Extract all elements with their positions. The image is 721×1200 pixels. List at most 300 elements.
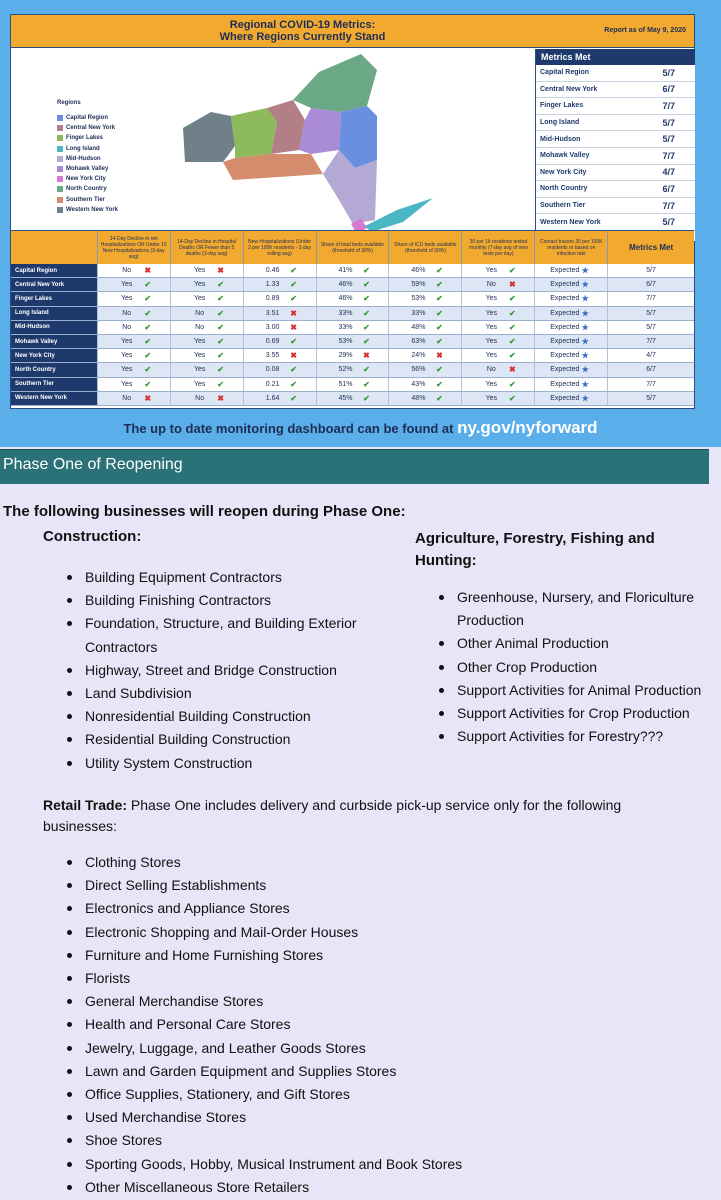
- row-metrics-met: 5/7: [607, 307, 694, 320]
- metric-cell-value: Yes: [485, 380, 498, 388]
- row-region-label: Long Island: [11, 307, 97, 320]
- check-icon: ✔: [217, 294, 224, 304]
- metrics-met-title: Metrics Met: [536, 49, 695, 65]
- list-item: Land Subdivision: [43, 682, 373, 705]
- legend-swatch-icon: [57, 207, 63, 213]
- legend-item-central-new-york: [57, 123, 118, 133]
- metrics-met-row-capital-region: [536, 65, 695, 82]
- star-icon: ★: [581, 280, 589, 290]
- metrics-met-row-mid-hudson: [536, 131, 695, 148]
- legend-item-long-island: [57, 144, 118, 154]
- metric-cell: [243, 264, 316, 277]
- retail-intro: [43, 795, 683, 851]
- infographic-title-bar: [11, 15, 694, 48]
- metric-cell-value: Yes: [193, 338, 206, 346]
- column-header: 14-Day Decline in net Hospitalizations OR Under 15 New Hospitalizations (3-day avg): [97, 231, 170, 264]
- check-icon: ✔: [363, 308, 370, 318]
- list-item: Support Activities for Forestry???: [415, 725, 715, 748]
- check-icon: ✔: [217, 379, 224, 389]
- list-item: Utility System Construction: [43, 752, 373, 775]
- metrics-met-value: 7/7: [662, 150, 675, 161]
- check-icon: ✔: [290, 337, 297, 347]
- metric-cell-value: 46%: [411, 267, 426, 275]
- legend-swatch-icon: [57, 135, 63, 141]
- table-row-capital-region: [11, 264, 694, 278]
- metric-cell-value: 41%: [338, 267, 353, 275]
- check-icon: ✔: [436, 308, 443, 318]
- metric-cell: [461, 321, 534, 334]
- check-icon: ✔: [217, 308, 224, 318]
- metric-cell: [170, 307, 243, 320]
- metrics-met-value: 5/7: [662, 217, 675, 228]
- metric-cell-value: Yes: [193, 366, 206, 374]
- covid-metrics-infographic: [0, 0, 721, 447]
- metric-cell: [461, 292, 534, 305]
- metric-cell-value: Yes: [121, 295, 133, 303]
- list-item: Sporting Goods, Hobby, Musical Instrument and Book Stores: [43, 1153, 683, 1176]
- metric-cell: [97, 307, 170, 320]
- metric-cell-value: Yes: [193, 267, 206, 275]
- check-icon: ✔: [290, 393, 297, 403]
- metrics-met-row-new-york-city: [536, 165, 695, 182]
- legend-label: Central New York: [66, 125, 116, 132]
- metrics-met-region: Mohawk Valley: [540, 152, 590, 160]
- agriculture-section: [415, 528, 715, 748]
- metric-cell: [97, 392, 170, 405]
- check-icon: ✔: [363, 379, 370, 389]
- check-icon: ✔: [436, 294, 443, 304]
- metrics-met-region: Central New York: [540, 85, 598, 93]
- check-icon: ✔: [363, 322, 370, 332]
- metrics-table-body: [11, 264, 694, 406]
- cross-icon: ✖: [290, 322, 297, 332]
- new-york-region-map: [171, 50, 491, 240]
- cross-icon: ✖: [363, 351, 370, 361]
- check-icon: ✔: [144, 308, 152, 318]
- check-icon: ✔: [144, 280, 152, 290]
- table-corner: [11, 231, 97, 264]
- metric-cell: [316, 378, 389, 391]
- construction-section: [43, 528, 373, 775]
- legend-title: Regions: [57, 100, 81, 106]
- metric-cell-value: 59%: [411, 281, 426, 289]
- check-icon: ✔: [144, 365, 152, 375]
- metrics-met-value: 7/7: [662, 200, 675, 211]
- metric-cell: [316, 392, 389, 405]
- list-item: Building Equipment Contractors: [43, 566, 373, 589]
- list-item: Other Crop Production: [415, 656, 715, 679]
- list-item: Lawn and Garden Equipment and Supplies Stores: [43, 1060, 683, 1083]
- metric-cell-value: Expected: [550, 366, 580, 374]
- row-metrics-met: 5/7: [607, 392, 694, 405]
- metric-cell: [534, 378, 607, 391]
- row-metrics-met: 7/7: [607, 378, 694, 391]
- legend-item-western-new-york: [57, 205, 118, 215]
- list-item: Building Finishing Contractors: [43, 589, 373, 612]
- row-region-label: New York City: [11, 349, 97, 362]
- title-line-1: Regional COVID-19 Metrics:: [229, 19, 376, 31]
- check-icon: ✔: [436, 379, 443, 389]
- check-icon: ✔: [508, 393, 516, 403]
- check-icon: ✔: [290, 294, 297, 304]
- map-region-mohawk-valley: [299, 108, 341, 154]
- table-row-mohawk-valley: [11, 335, 694, 349]
- check-icon: ✔: [436, 322, 443, 332]
- column-header: 30 per 1k residents tested monthly (7-day avg of new tests per day): [461, 231, 534, 264]
- metric-cell-value: 3.55: [265, 352, 280, 360]
- legend-swatch-icon: [57, 146, 63, 152]
- list-item: Other Animal Production: [415, 632, 715, 655]
- list-item: Shoe Stores: [43, 1129, 683, 1152]
- legend-label: Long Island: [66, 145, 100, 152]
- check-icon: ✔: [508, 266, 516, 276]
- metric-cell-value: 48%: [411, 323, 426, 331]
- column-header: New Hospitalizations (Under 2 per 100K residents - 3 day rolling avg): [243, 231, 316, 264]
- metric-cell-value: 0.21: [265, 380, 280, 388]
- region-legend: [57, 113, 118, 215]
- metric-cell-value: 0.69: [265, 338, 280, 346]
- metric-cell: [316, 363, 389, 376]
- metric-cell: [97, 378, 170, 391]
- map-region-finger-lakes: [231, 108, 277, 158]
- metric-cell-value: 33%: [338, 309, 353, 317]
- metric-cell: [461, 392, 534, 405]
- metric-cell-value: No: [122, 394, 132, 402]
- list-item: Highway, Street and Bridge Construction: [43, 659, 373, 682]
- metric-cell-value: Yes: [485, 323, 498, 331]
- cross-icon: ✖: [290, 351, 297, 361]
- row-region-label: Mid-Hudson: [11, 321, 97, 334]
- metric-cell: [388, 363, 461, 376]
- list-item: Health and Personal Care Stores: [43, 1013, 683, 1036]
- metric-cell-value: 0.46: [265, 267, 280, 275]
- check-icon: ✔: [508, 337, 516, 347]
- metric-cell-value: Expected: [550, 267, 580, 275]
- metric-cell: [461, 307, 534, 320]
- table-row-long-island: [11, 307, 694, 321]
- metrics-met-value: 5/7: [662, 134, 675, 145]
- metric-cell: [97, 321, 170, 334]
- list-item: Used Merchandise Stores: [43, 1106, 683, 1129]
- column-header: Share of total beds available (threshold of 30%): [316, 231, 389, 264]
- metrics-met-row-mohawk-valley: [536, 148, 695, 165]
- metrics-card: [10, 14, 695, 409]
- row-metrics-met: 5/7: [607, 321, 694, 334]
- metric-cell: [243, 278, 316, 291]
- metric-cell-value: No: [122, 267, 132, 275]
- check-icon: ✔: [436, 280, 443, 290]
- legend-swatch-icon: [57, 115, 63, 121]
- infographic-title: [11, 19, 594, 43]
- check-icon: ✔: [508, 294, 516, 304]
- metric-cell-value: 43%: [411, 380, 426, 388]
- check-icon: ✔: [508, 322, 516, 332]
- metric-cell-value: Yes: [485, 309, 498, 317]
- list-item: Support Activities for Animal Production: [415, 679, 715, 702]
- map-region-western-new-york: [183, 112, 235, 162]
- metric-cell-value: Yes: [485, 267, 498, 275]
- metric-cell: [316, 307, 389, 320]
- check-icon: ✔: [217, 337, 224, 347]
- metric-cell-value: Yes: [193, 352, 206, 360]
- list-item: Jewelry, Luggage, and Leather Goods Stores: [43, 1037, 683, 1060]
- report-date: Report as of May 9, 2020: [604, 27, 686, 34]
- legend-label: Finger Lakes: [66, 135, 104, 142]
- legend-label: Western New York: [66, 206, 119, 213]
- metric-cell-value: 33%: [411, 309, 426, 317]
- metric-cell-value: No: [195, 323, 205, 331]
- metric-cell-value: Expected: [550, 295, 580, 303]
- metric-cell-value: Yes: [121, 338, 133, 346]
- dashboard-link[interactable]: ny.gov/nyforward: [457, 418, 598, 437]
- metric-cell: [170, 335, 243, 348]
- metric-cell-value: Yes: [485, 352, 498, 360]
- metrics-met-row-long-island: [536, 115, 695, 132]
- metric-cell: [243, 292, 316, 305]
- retail-heading: Retail Trade:: [43, 797, 128, 813]
- row-metrics-met: 6/7: [607, 278, 694, 291]
- metrics-met-value: 6/7: [662, 84, 675, 95]
- row-metrics-met: 4/7: [607, 349, 694, 362]
- metric-cell-value: 3.00: [265, 323, 280, 331]
- cross-icon: ✖: [217, 266, 224, 276]
- retail-list: [43, 851, 683, 1199]
- metric-cell: [388, 392, 461, 405]
- legend-label: Capital Region: [66, 115, 109, 122]
- legend-swatch-icon: [57, 197, 63, 203]
- star-icon: ★: [581, 308, 589, 318]
- check-icon: ✔: [363, 280, 370, 290]
- metric-cell: [97, 349, 170, 362]
- metric-cell: [316, 264, 389, 277]
- metric-cell-value: Yes: [193, 281, 206, 289]
- check-icon: ✔: [290, 266, 297, 276]
- metric-cell: [97, 335, 170, 348]
- table-row-mid-hudson: [11, 321, 694, 335]
- list-item: Direct Selling Establishments: [43, 874, 683, 897]
- metric-cell-value: 48%: [411, 394, 426, 402]
- star-icon: ★: [581, 294, 589, 304]
- metric-cell: [534, 335, 607, 348]
- metric-cell-value: 53%: [338, 338, 353, 346]
- legend-item-capital-region: [57, 113, 118, 123]
- check-icon: ✔: [363, 337, 370, 347]
- metrics-met-value: 5/7: [662, 67, 675, 78]
- phase-intro: The following businesses will reopen during Phase One:: [3, 503, 406, 520]
- metric-cell: [170, 292, 243, 305]
- title-line-2: Where Regions Currently Stand: [219, 31, 386, 43]
- metric-cell: [97, 292, 170, 305]
- metrics-met-row-central-new-york: [536, 82, 695, 99]
- metric-cell: [388, 335, 461, 348]
- metrics-met-region: Mid-Hudson: [540, 135, 581, 143]
- metric-cell-value: 45%: [338, 394, 353, 402]
- list-item: Residential Building Construction: [43, 728, 373, 751]
- list-item: Electronics and Appliance Stores: [43, 897, 683, 920]
- legend-item-new-york-city: [57, 174, 118, 184]
- metric-cell-value: 29%: [338, 352, 353, 360]
- metric-cell-value: No: [195, 394, 205, 402]
- metric-cell-value: No: [122, 309, 132, 317]
- star-icon: ★: [581, 351, 589, 361]
- metric-cell-value: Expected: [550, 281, 580, 289]
- row-metrics-met: 5/7: [607, 264, 694, 277]
- cross-icon: ✖: [436, 351, 443, 361]
- legend-swatch-icon: [57, 156, 63, 162]
- check-icon: ✔: [363, 365, 370, 375]
- list-item: Foundation, Structure, and Building Exterior Contractors: [43, 612, 373, 658]
- check-icon: ✔: [290, 280, 297, 290]
- metrics-met-value: 7/7: [662, 100, 675, 111]
- metric-cell: [97, 363, 170, 376]
- check-icon: ✔: [217, 322, 224, 332]
- metrics-met-region: Finger Lakes: [540, 102, 584, 110]
- metric-cell: [170, 363, 243, 376]
- map-region-southern-tier: [223, 154, 323, 180]
- legend-label: New York City: [66, 176, 106, 183]
- check-icon: ✔: [436, 337, 443, 347]
- metric-cell: [388, 321, 461, 334]
- star-icon: ★: [581, 322, 589, 332]
- legend-swatch-icon: [57, 176, 63, 182]
- row-metrics-met: 7/7: [607, 292, 694, 305]
- metric-cell: [388, 378, 461, 391]
- metric-cell-value: 0.08: [265, 366, 280, 374]
- metric-cell-value: Expected: [550, 394, 580, 402]
- check-icon: ✔: [508, 308, 516, 318]
- metric-cell-value: Yes: [121, 366, 133, 374]
- metric-cell-value: Yes: [121, 380, 133, 388]
- metric-cell-value: 46%: [338, 295, 353, 303]
- legend-swatch-icon: [57, 186, 63, 192]
- metric-cell-value: Expected: [550, 380, 580, 388]
- metric-cell-value: Expected: [550, 323, 580, 331]
- row-region-label: Capital Region: [11, 264, 97, 277]
- row-region-label: Mohawk Valley: [11, 335, 97, 348]
- check-icon: ✔: [508, 351, 516, 361]
- metric-cell: [170, 392, 243, 405]
- metric-cell: [534, 292, 607, 305]
- list-item: Florists: [43, 967, 683, 990]
- metric-cell-value: Yes: [485, 394, 498, 402]
- metric-cell-value: Yes: [485, 338, 498, 346]
- cross-icon: ✖: [290, 308, 297, 318]
- metric-cell-value: 51%: [338, 380, 353, 388]
- table-row-north-country: [11, 363, 694, 377]
- cross-icon: ✖: [144, 266, 152, 276]
- metric-cell-value: No: [486, 366, 496, 374]
- row-metrics-met: 7/7: [607, 335, 694, 348]
- check-icon: ✔: [363, 266, 370, 276]
- legend-swatch-icon: [57, 125, 63, 131]
- metric-cell-value: 33%: [338, 323, 353, 331]
- metric-cell-value: No: [122, 323, 132, 331]
- metrics-met-row-north-country: [536, 181, 695, 198]
- row-region-label: Southern Tier: [11, 378, 97, 391]
- metric-cell: [388, 278, 461, 291]
- metric-cell: [97, 278, 170, 291]
- metrics-met-region: Western New York: [540, 218, 601, 226]
- metric-cell: [534, 363, 607, 376]
- metrics-met-region: New York City: [540, 168, 587, 176]
- cross-icon: ✖: [508, 365, 516, 375]
- metrics-met-panel: [535, 49, 695, 241]
- star-icon: ★: [581, 379, 589, 389]
- metric-cell: [170, 321, 243, 334]
- list-item: Electronic Shopping and Mail-Order Houses: [43, 921, 683, 944]
- agriculture-heading: Agriculture, Forestry, Fishing and Hunting:: [415, 530, 655, 569]
- star-icon: ★: [581, 365, 589, 375]
- list-item: Greenhouse, Nursery, and Floriculture Production: [415, 586, 715, 632]
- construction-heading: Construction:: [43, 528, 142, 545]
- metrics-met-region: Southern Tier: [540, 202, 586, 210]
- metric-cell-value: 0.89: [265, 295, 280, 303]
- metrics-met-region: Capital Region: [540, 69, 590, 77]
- metrics-met-value: 5/7: [662, 117, 675, 128]
- table-row-finger-lakes: [11, 292, 694, 306]
- metric-cell: [170, 349, 243, 362]
- map-area: [11, 48, 535, 241]
- metric-cell: [461, 335, 534, 348]
- metrics-met-row-southern-tier: [536, 198, 695, 215]
- metric-cell: [461, 278, 534, 291]
- metric-cell-value: 63%: [411, 338, 426, 346]
- metric-cell: [316, 278, 389, 291]
- check-icon: ✔: [363, 393, 370, 403]
- star-icon: ★: [581, 266, 589, 276]
- metric-cell: [243, 363, 316, 376]
- metric-cell: [316, 335, 389, 348]
- metric-cell: [243, 307, 316, 320]
- check-icon: ✔: [144, 337, 152, 347]
- metric-cell: [534, 349, 607, 362]
- metric-cell: [170, 264, 243, 277]
- metric-cell: [461, 264, 534, 277]
- metric-cell: [534, 307, 607, 320]
- cross-icon: ✖: [217, 393, 224, 403]
- check-icon: ✔: [144, 351, 152, 361]
- table-row-western-new-york: [11, 392, 694, 406]
- legend-label: Southern Tier: [66, 196, 105, 203]
- metrics-met-row-finger-lakes: [536, 98, 695, 115]
- metric-cell-value: 24%: [411, 352, 426, 360]
- metric-cell: [243, 321, 316, 334]
- metric-cell: [388, 292, 461, 305]
- column-header: 14-Day Decline in Hospital Deaths OR Fewer than 5 deaths (3-day avg): [170, 231, 243, 264]
- metrics-met-list: [536, 65, 695, 231]
- table-row-central-new-york: [11, 278, 694, 292]
- list-item: Office Supplies, Stationery, and Gift Stores: [43, 1083, 683, 1106]
- metrics-met-value: 6/7: [662, 183, 675, 194]
- construction-list: [43, 566, 373, 775]
- column-header: Metrics Met: [607, 231, 694, 264]
- metric-cell-value: No: [486, 281, 496, 289]
- check-icon: ✔: [508, 379, 516, 389]
- check-icon: ✔: [217, 351, 224, 361]
- legend-item-north-country: [57, 184, 118, 194]
- agriculture-list: [415, 586, 715, 748]
- metrics-table: [11, 230, 694, 406]
- check-icon: ✔: [217, 280, 224, 290]
- legend-item-mid-hudson: [57, 154, 118, 164]
- table-row-new-york-city: [11, 349, 694, 363]
- phase-header: [0, 449, 709, 484]
- metric-cell-value: 56%: [411, 366, 426, 374]
- metric-cell-value: 53%: [411, 295, 426, 303]
- metric-cell-value: Yes: [485, 295, 498, 303]
- metric-cell: [388, 307, 461, 320]
- retail-description: Phase One includes delivery and curbside pick-up service only for the following businesses:: [43, 797, 622, 834]
